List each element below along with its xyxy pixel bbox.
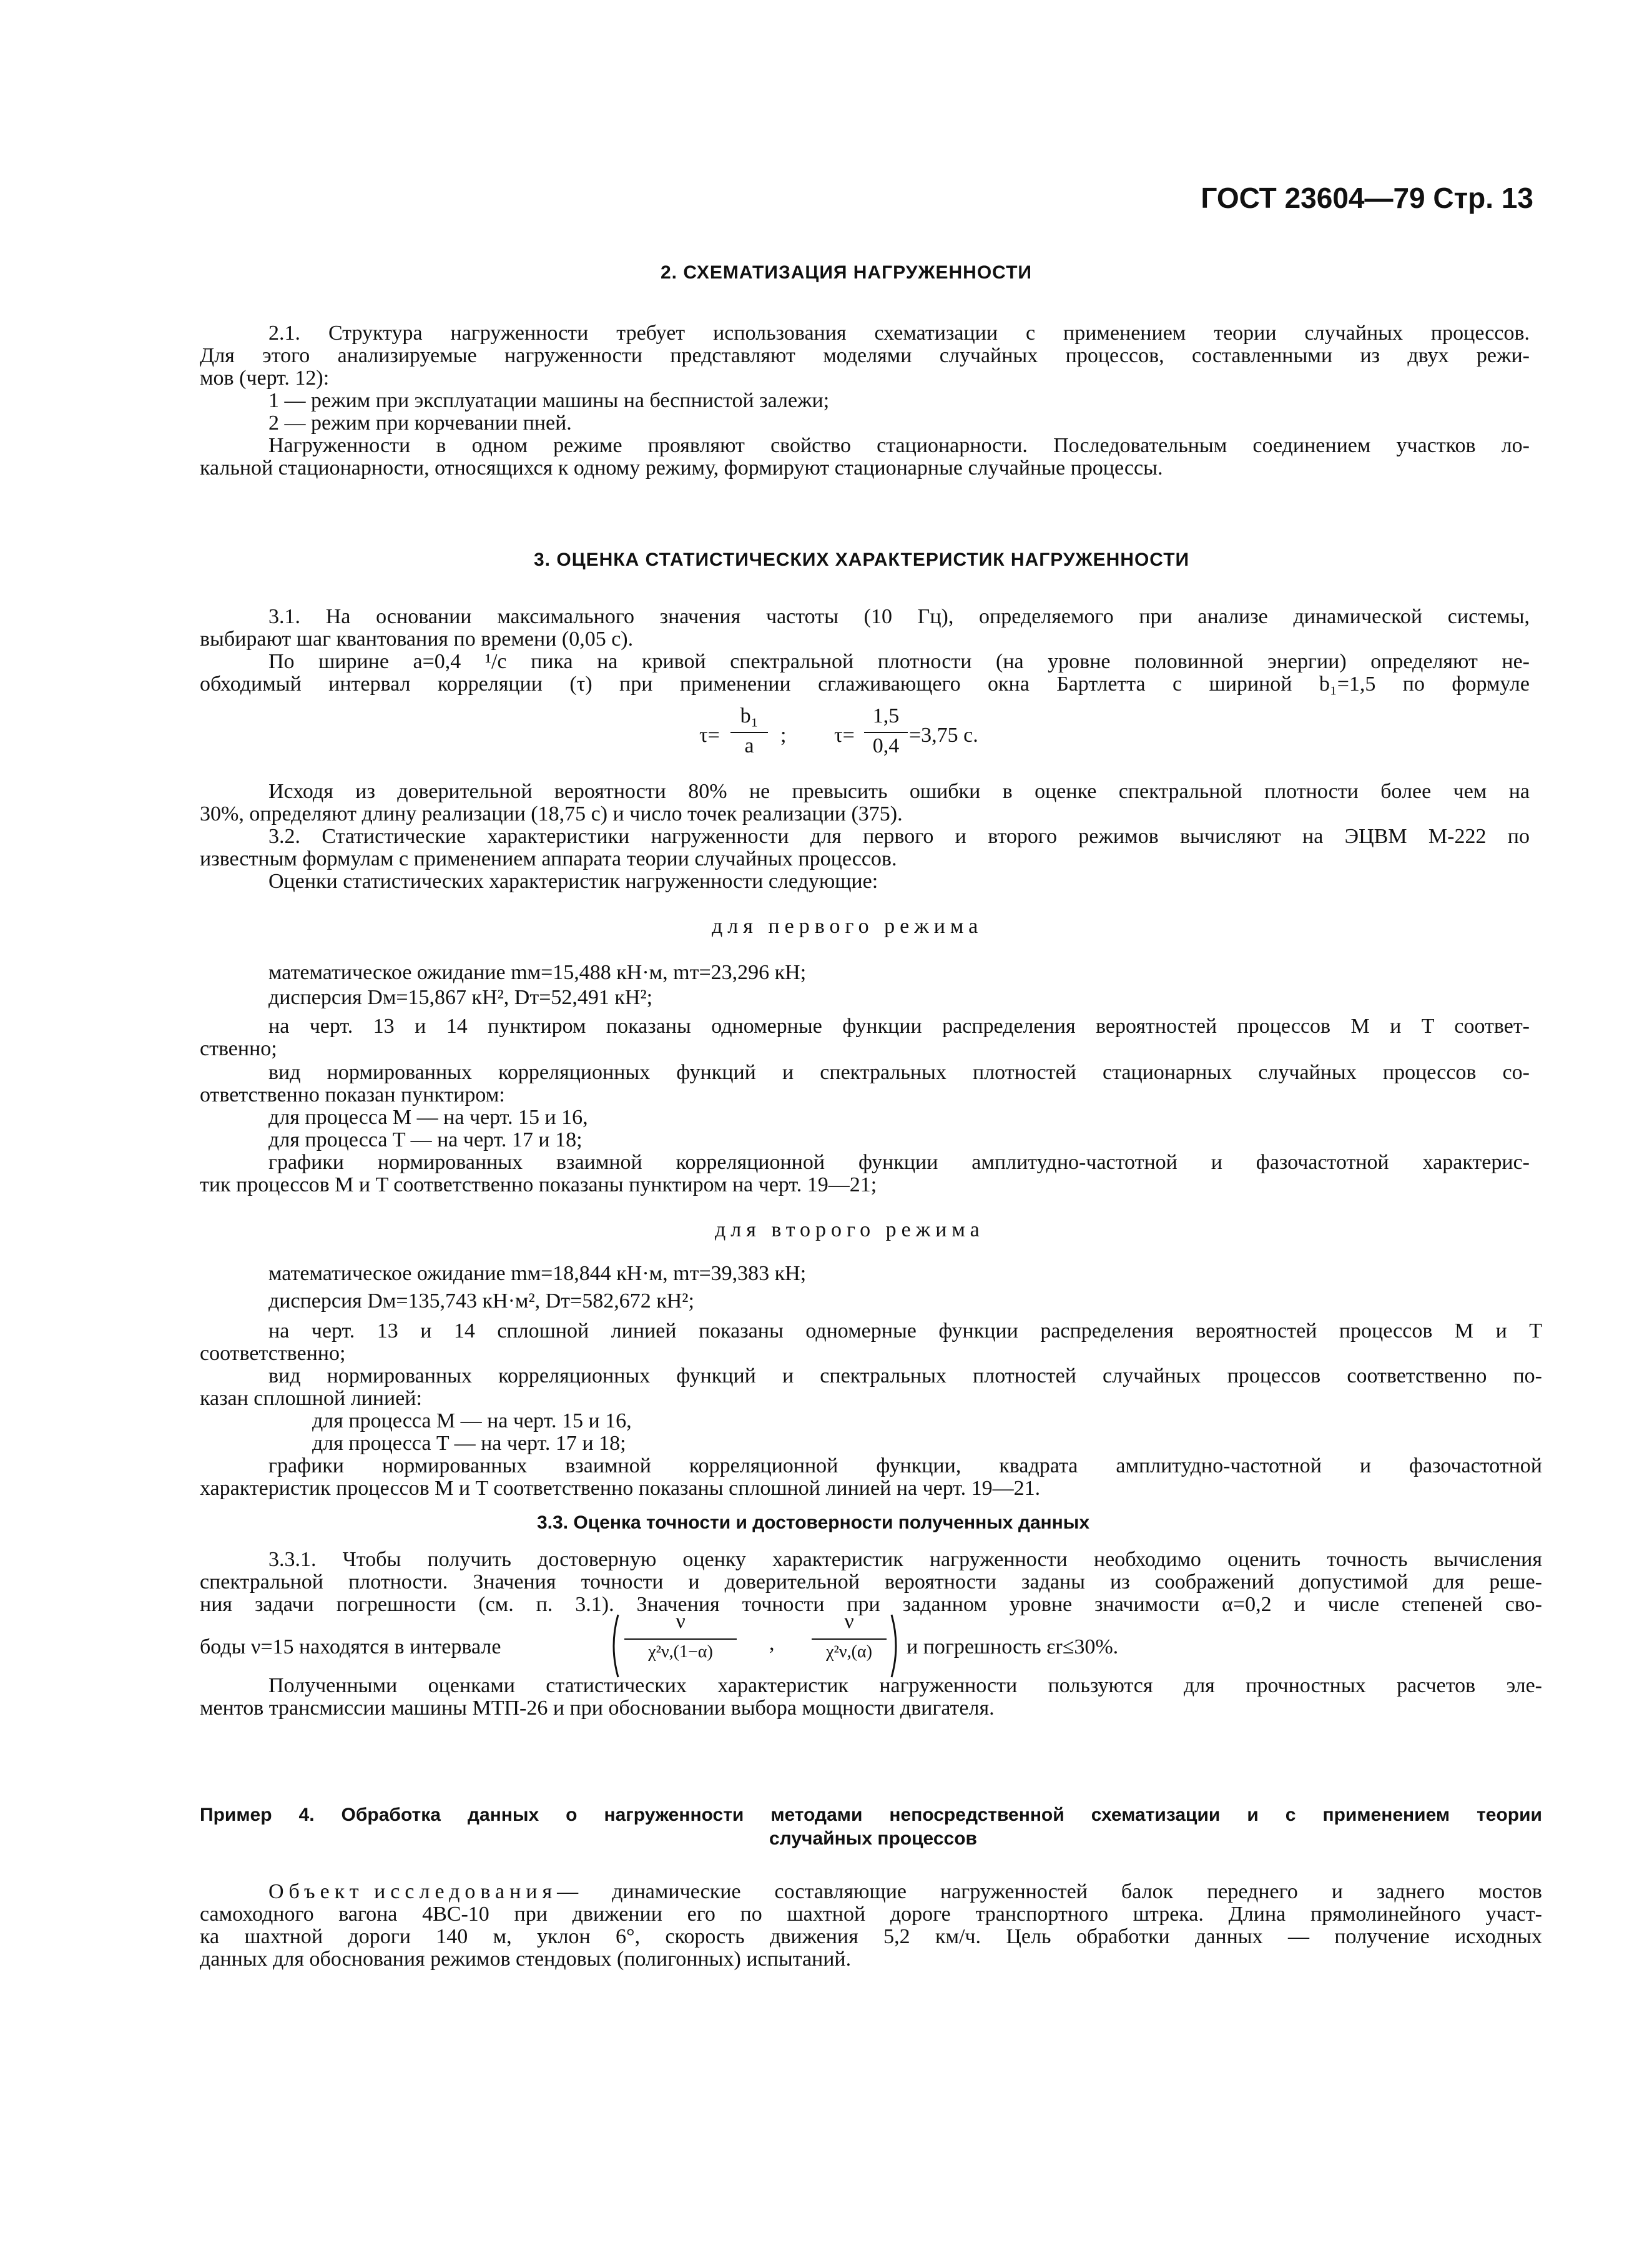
example-title-line-2: случайных процессов [769,1828,977,1849]
interval-prefix: боды ν=15 находятся в интервале [200,1635,501,1658]
example-line-1 [268,1879,1542,1904]
formula-den-1: a [744,734,754,757]
formula-num-2: 1,5 [872,704,900,727]
interval-bar-2 [812,1638,887,1640]
mode1-line-4: ственно; [200,1037,277,1060]
example-line-3: ка шахтной дороги 140 м, уклон 6°, скорость движения 5,2 км/ч. Цель обработки данных — получение исходных [200,1925,1542,1948]
interval-comma: , [769,1632,775,1655]
formula-num-1: b₁ [740,704,759,727]
sec33a-line-3: ния задачи погрешности (см. п. 3.1). Значения точности при заданном уровне значимости α=0,2 и числе степеней сво- [200,1593,1542,1616]
interval-paren-left [607,1613,621,1678]
mode2-line-2: дисперсия Dм=135,743 кН·м², Dт=582,672 кН²; [268,1289,694,1313]
interval-num-1: ν [676,1610,686,1633]
sec3a-line-1: 3.1. На основании максимального значения частоты (10 Гц), определяемого при анализе динамической системы, [268,605,1530,628]
page-header: ГОСТ 23604—79 Стр. 13 [1201,182,1533,214]
interval-num-2: ν [844,1610,854,1633]
interval-suffix: и погрешность εr≤30%. [907,1635,1119,1658]
sec2-line-6: Нагруженности в одном режиме проявляют свойство стационарности. Последовательным соединением участков ло- [268,434,1530,457]
formula-bar-2 [864,732,908,733]
section-3-title: 3. ОЦЕНКА СТАТИСТИЧЕСКИХ ХАРАКТЕРИСТИК НАГРУЖЕННОСТИ [534,549,1190,570]
mode-2-title: для второго режима [715,1218,985,1241]
sec2-line-2: Для этого анализируемые нагруженности представляют моделями случайных процессов, составленными из двух режи- [200,344,1530,367]
mode1-line-2: дисперсия Dм=15,867 кН², Dт=52,491 кН²; [268,986,653,1009]
mode1-line-8: для процесса T — на черт. 17 и 18; [268,1128,583,1151]
mode-1-title: для первого режима [712,915,983,938]
sec3a-line-3: По ширине a=0,4 ¹/c пика на кривой спектральной плотности (на уровне половинной энергии) определяют не- [268,650,1530,673]
mode2-line-10: характеристик процессов M и T соответственно показаны сплошной линией на черт. 19—21. [200,1477,1041,1500]
mode2-line-8: для процесса T — на черт. 17 и 18; [312,1432,626,1455]
sec33b-line-2: ментов трансмиссии машины МТП-26 и при обосновании выбора мощности двигателя. [200,1697,995,1720]
sec33b-line-1: Полученными оценками статистических характеристик нагруженности пользуются для прочностных расчетов эле- [268,1674,1542,1697]
example-line-2: самоходного вагона 4ВС-10 при движении его по шахтной дороге транспортного штрека. Длина прямолинейного участ- [200,1903,1542,1926]
sec33a-line-2: спектральной плотности. Значения точности и доверительной вероятности заданы из соображений допустимой для реше- [200,1570,1542,1594]
sec2-line-3: мов (черт. 12): [200,367,330,390]
formula-result: =3,75 с. [909,724,978,747]
mode2-line-6: казан сплошной линией: [200,1387,422,1410]
example-title-line-1: Пример 4. Обработка данных о нагруженности методами непосредственной схематизации и с применением теории [200,1805,1542,1825]
formula-separator: ; [780,724,787,747]
mode2-line-7: для процесса M — на черт. 15 и 16, [312,1409,632,1432]
sec3b-line-3: 3.2. Статистические характеристики нагруженности для первого и второго режимов вычисляют на ЭЦВМ М-222 по [268,825,1530,848]
formula-den-2: 0,4 [872,734,900,757]
sec3b-line-1: Исходя из доверительной вероятности 80% не превысить ошибки в оценке спектральной плотности более чем на [268,780,1530,803]
formula-bar-1 [730,732,768,733]
interval-den-2: χ²ν,(α) [826,1642,872,1662]
example-lead: Объект исследования [268,1880,558,1903]
interval-den-1: χ²ν,(1−α) [648,1642,713,1662]
mode1-line-1: математическое ожидание mм=15,488 кН·м, mт=23,296 кН; [268,961,807,984]
sec3a-line-2: выбирают шаг квантования по времени (0,05 с). [200,628,634,651]
sec2-line-1: 2.1. Структура нагруженности требует использования схематизации с применением теории случайных процессов. [268,322,1530,345]
mode2-line-9: графики нормированных взаимной корреляционной функции, квадрата амплитудно-частотной и фазочастотной [268,1454,1542,1477]
sec3a-line-4: обходимый интервал корреляции (τ) при применении сглаживающего окна Бартлетта с шириной b₁=1,5 по формуле [200,672,1530,696]
sec33a-line-1: 3.3.1. Чтобы получить достоверную оценку характеристик нагруженности необходимо оценить точность вычисления [268,1548,1542,1571]
sec3b-line-4: известным формулам с применением аппарата теории случайных процессов. [200,847,897,870]
mode2-line-1: математическое ожидание mм=18,844 кН·м, mт=39,383 кН; [268,1262,807,1285]
mode1-line-3: на черт. 13 и 14 пунктиром показаны одномерные функции распределения вероятностей процессов M и T соответ- [268,1015,1530,1038]
mode2-line-5: вид нормированных корреляционных функций и спектральных плотностей случайных процессов соответственно по- [268,1364,1542,1387]
interval-bar-1 [624,1638,737,1640]
mode1-line-7: для процесса M — на черт. 15 и 16, [268,1106,588,1129]
mode1-line-10: тик процессов M и T соответственно показаны пунктиром на черт. 19—21; [200,1173,877,1196]
sec2-line-7: кальной стационарности, относящихся к одному режиму, формируют стационарные случайные процессы. [200,456,1163,480]
sec2-line-5: 2 — режим при корчевании пней. [268,411,572,435]
formula-tau-1: τ= [699,724,720,747]
interval-paren-right [889,1613,903,1678]
mode1-line-9: графики нормированных взаимной корреляционной функции амплитудно-частотной и фазочастотной характерис- [268,1151,1530,1174]
formula-tau-2: τ= [834,724,855,747]
mode1-line-6: ответственно показан пунктиром: [200,1083,505,1106]
sec3b-line-5: Оценки статистических характеристик нагруженности следующие: [268,870,878,893]
example-line-4: данных для обоснования режимов стендовых (полигонных) испытаний. [200,1948,852,1971]
mode2-line-4: соответственно; [200,1342,346,1365]
mode1-line-5: вид нормированных корреляционных функций и спектральных плотностей стационарных случайных процессов со- [268,1061,1530,1084]
section-2-title: 2. СХЕМАТИЗАЦИЯ НАГРУЖЕННОСТИ [661,262,1032,283]
sec3b-line-2: 30%, определяют длину реализации (18,75 с) и число точек реализации (375). [200,802,903,825]
subsection-3-3-title: 3.3. Оценка точности и достоверности полученных данных [537,1512,1090,1533]
example-line-1-rest: — динамические составляющие нагруженностей балок переднего и заднего мостов [557,1880,1542,1903]
sec2-line-4: 1 — режим при эксплуатации машины на беспнистой залежи; [268,389,830,412]
mode2-line-3: на черт. 13 и 14 сплошной линией показаны одномерные функции распределения вероятностей процессов M и T [268,1319,1542,1342]
